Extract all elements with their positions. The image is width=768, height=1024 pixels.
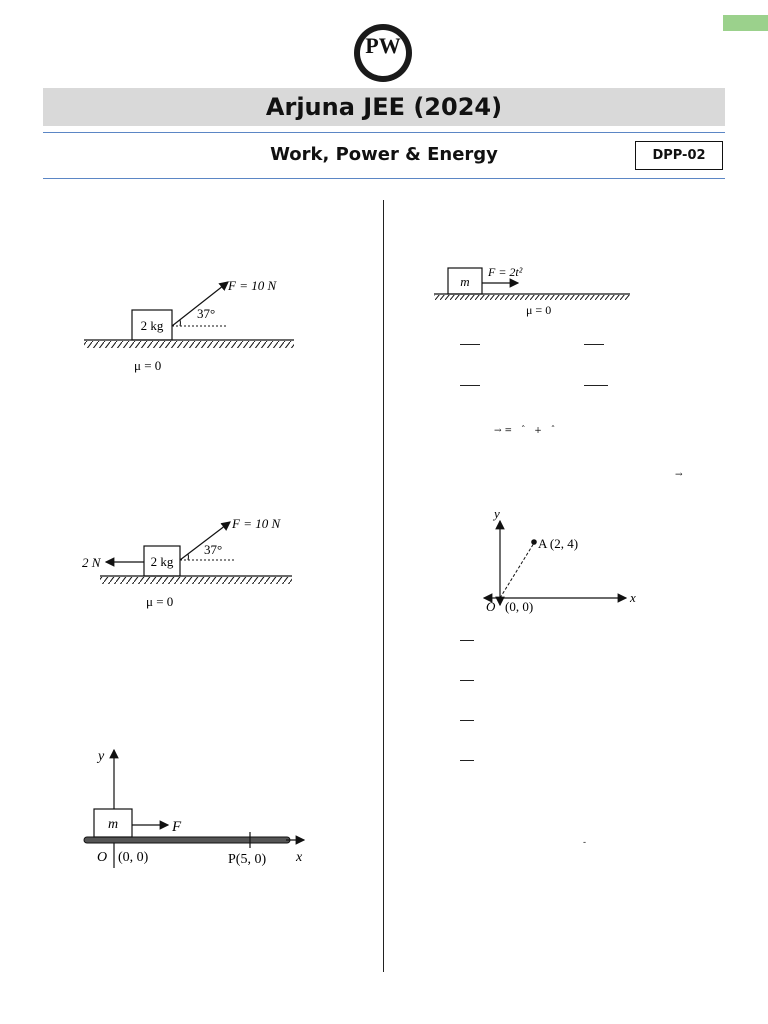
figure-point-on-axes bbox=[476, 505, 656, 620]
fraction-bar bbox=[460, 344, 480, 345]
corner-tab bbox=[723, 15, 768, 31]
fraction-bar bbox=[460, 760, 474, 761]
force-label: F bbox=[172, 819, 182, 835]
ground-hatch bbox=[434, 295, 630, 300]
vector-mark: → bbox=[675, 470, 683, 480]
point-p-label: P(5, 0) bbox=[228, 852, 267, 867]
figure-block-on-axis bbox=[80, 740, 320, 875]
force-label: F = 10 N bbox=[232, 516, 281, 531]
friction-label: μ = 0 bbox=[146, 594, 174, 609]
x-axis-label: x bbox=[630, 590, 636, 605]
origin-label: O bbox=[97, 850, 108, 865]
origin-coordinates: (0, 0) bbox=[118, 850, 149, 865]
section-title: Work, Power & Energy bbox=[270, 144, 498, 165]
position-line bbox=[500, 543, 534, 598]
point-a bbox=[531, 539, 537, 545]
header-rule-bottom bbox=[43, 178, 725, 179]
page-title: Arjuna JEE (2024) bbox=[43, 88, 725, 126]
fraction-bar bbox=[460, 640, 474, 641]
fraction-bar bbox=[460, 720, 474, 721]
mass-label: 2 kg bbox=[150, 554, 174, 569]
figure-block-angled-force bbox=[80, 270, 300, 380]
mass-label: m bbox=[107, 817, 119, 832]
y-axis-label: y bbox=[494, 506, 500, 521]
ground-hatch bbox=[100, 577, 292, 584]
x-axis-label: x bbox=[296, 850, 303, 865]
small-dash: - bbox=[583, 838, 587, 848]
mass-label: m bbox=[460, 274, 470, 289]
figure-block-two-forces bbox=[80, 510, 300, 620]
friction-label: μ = 0 bbox=[134, 358, 162, 373]
y-axis-label: y bbox=[98, 749, 105, 764]
opposing-force-label: 2 N bbox=[82, 555, 101, 570]
fraction-bar bbox=[460, 385, 480, 386]
header-rule-top bbox=[43, 132, 725, 133]
logo-letters: PW bbox=[365, 33, 401, 58]
fraction-bar bbox=[460, 680, 474, 681]
angle-label: 37° bbox=[204, 542, 223, 557]
force-label: F = 2t² bbox=[488, 265, 523, 279]
vector-expression: →= ˆ + ˆ bbox=[494, 426, 559, 436]
fraction-bar bbox=[584, 385, 608, 386]
origin-coordinates: (0, 0) bbox=[505, 599, 534, 614]
angle-label: 37° bbox=[197, 306, 216, 321]
friction-label: μ = 0 bbox=[526, 303, 552, 317]
dpp-badge: DPP-02 bbox=[635, 141, 723, 170]
origin-label: O bbox=[486, 599, 496, 614]
mass-label: 2 kg bbox=[140, 318, 164, 333]
column-divider bbox=[383, 200, 384, 972]
fraction-bar bbox=[584, 344, 604, 345]
force-label: F = 10 N bbox=[228, 278, 277, 293]
pw-logo bbox=[353, 22, 413, 84]
figure-block-time-force bbox=[430, 258, 640, 320]
point-a-label: A (2, 4) bbox=[538, 536, 579, 551]
surface-bar bbox=[84, 837, 290, 843]
ground-hatch bbox=[84, 341, 294, 348]
